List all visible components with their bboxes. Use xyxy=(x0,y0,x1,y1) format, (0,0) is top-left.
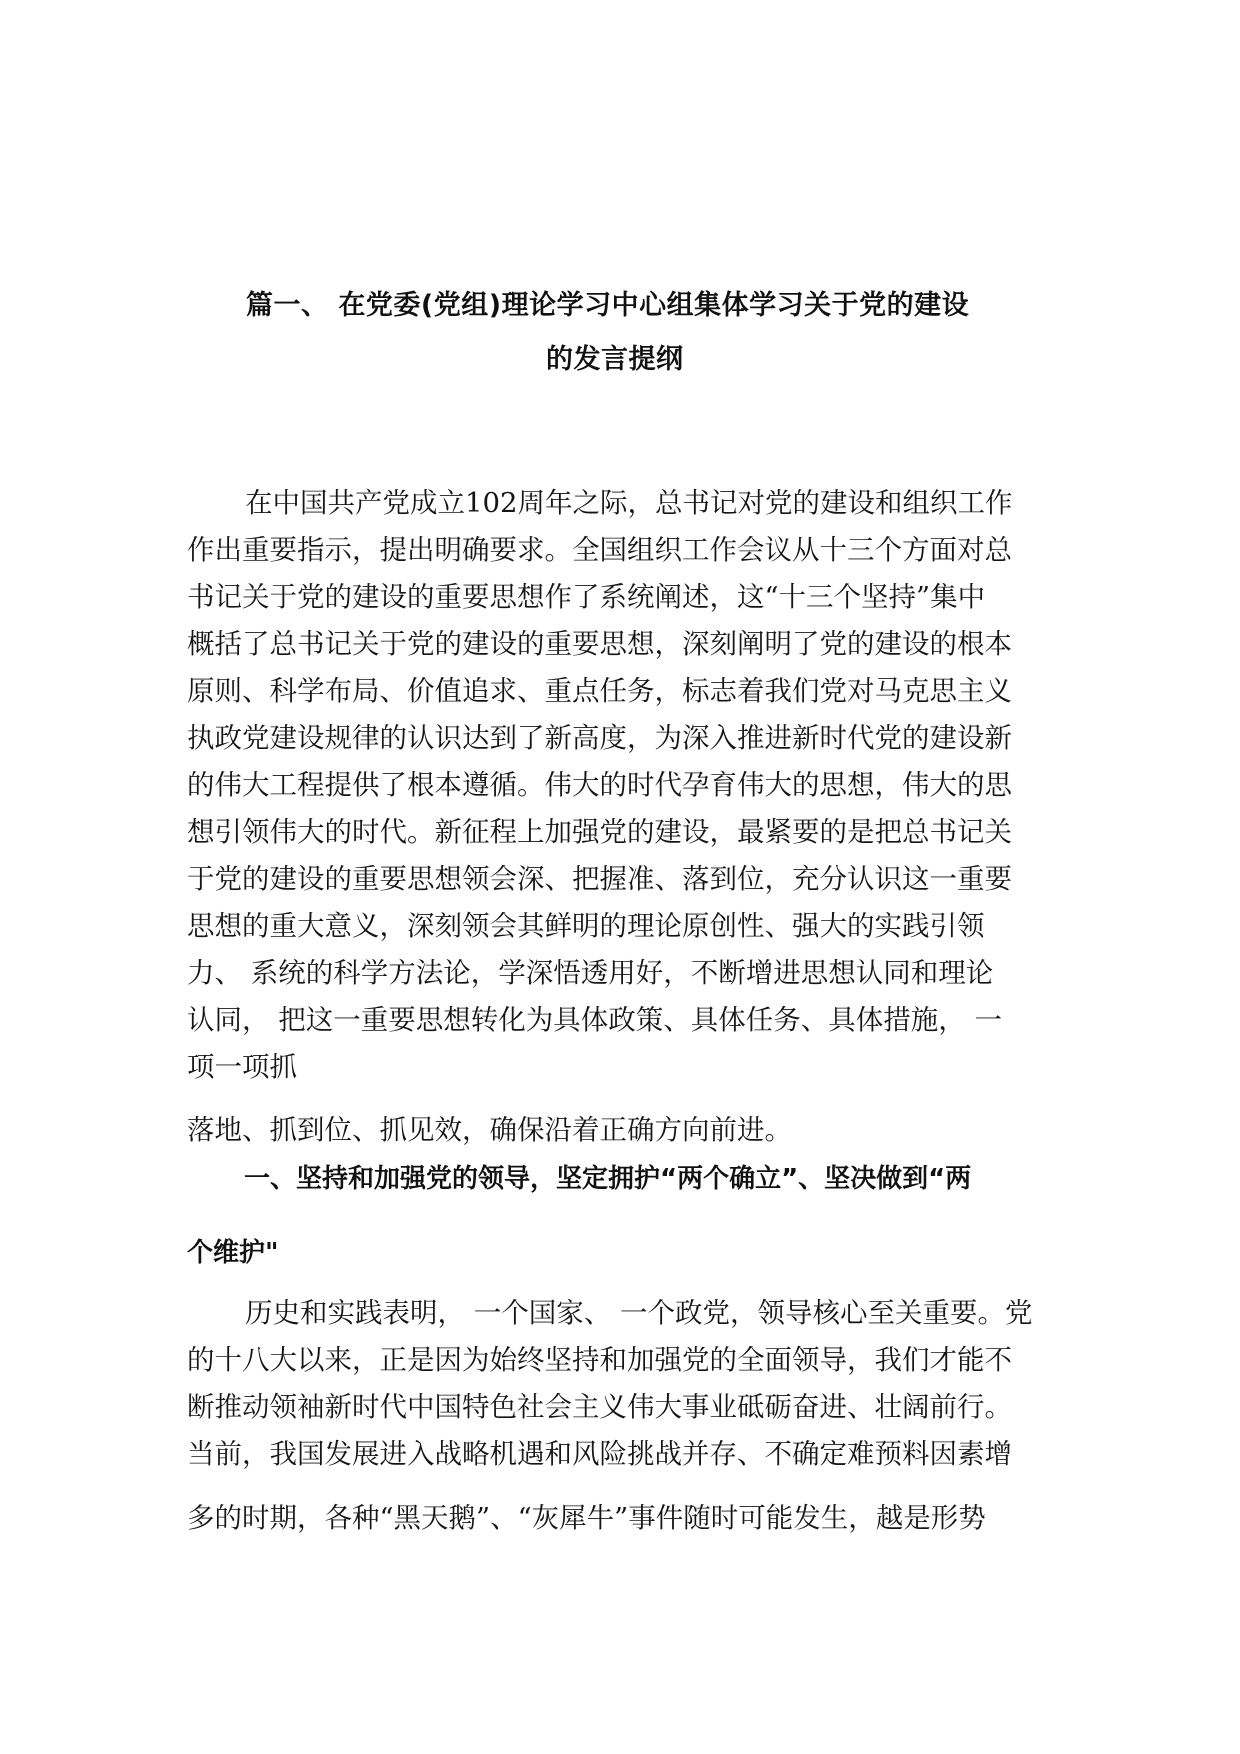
section-heading-line-1: 一、坚持和加强党的领导，坚定拥护“两个确立”、坚决做到“两 xyxy=(244,1164,972,1194)
section-paragraph-line: 断推动领袖新时代中国特色社会主义伟大事业砥砺奋进、壮阔前行。 xyxy=(187,1391,1012,1423)
section-heading-line-2: 个维护" xyxy=(187,1238,279,1268)
section-paragraph-line: 当前，我国发展进入战略机遇和风险挑战并存、不确定难预料因素增 xyxy=(187,1438,1012,1470)
intro-paragraph-line: 概括了总书记关于党的建设的重要思想，深刻阐明了党的建设的根本 xyxy=(187,628,1012,660)
section-paragraph-line: 的十八大以来，正是因为始终坚持和加强党的全面领导，我们才能不 xyxy=(187,1344,1012,1376)
intro-paragraph-line: 于党的建设的重要思想领会深、把握准、落到位，充分认识这一重要 xyxy=(187,863,1012,895)
section-paragraph-line: 历史和实践表明， 一个国家、 一个政党，领导核心至关重要。党 xyxy=(245,1297,1033,1329)
intro-paragraph-line: 思想的重大意义，深刻领会其鲜明的理论原创性、强大的实践引领 xyxy=(187,910,985,942)
intro-paragraph-line: 想引领伟大的时代。新征程上加强党的建设，最紧要的是把总书记关 xyxy=(187,816,1012,848)
intro-paragraph-line: 执政党建设规律的认识达到了新高度，为深入推进新时代党的建设新 xyxy=(187,722,1012,754)
intro-paragraph-line: 原则、科学布局、价值追求、重点任务，标志着我们党对马克思主义 xyxy=(187,675,1012,707)
document-title-line-1: 篇一、 在党委(党组)理论学习中心组集体学习关于党的建设 xyxy=(246,290,970,321)
intro-paragraph-line: 书记关于党的建设的重要思想作了系统阐述，这“十三个坚持”集中 xyxy=(187,581,986,613)
intro-paragraph-line: 在中国共产党成立102周年之际，总书记对党的建设和组织工作 xyxy=(245,487,1013,519)
intro-paragraph-line: 认同， 把这一重要思想转化为具体政策、具体任务、具体措施， 一 xyxy=(187,1004,1002,1036)
intro-paragraph-line: 的伟大工程提供了根本遵循。伟大的时代孕育伟大的思想，伟大的思 xyxy=(187,769,1012,801)
intro-paragraph-line: 项一项抓 xyxy=(187,1051,297,1083)
intro-paragraph-line: 力、 系统的科学方法论，学深悟透用好，不断增进思想认同和理论 xyxy=(187,957,994,989)
intro-paragraph-line: 作出重要指示，提出明确要求。全国组织工作会议从十三个方面对总 xyxy=(187,534,1012,566)
document-title-line-2: 的发言提纲 xyxy=(546,344,684,375)
section-paragraph-line: 多的时期，各种“黑天鹅”、“灰犀牛”事件随时可能发生，越是形势 xyxy=(187,1502,986,1534)
intro-paragraph-line: 落地、抓到位、抓见效，确保沿着正确方向前进。 xyxy=(187,1114,792,1146)
